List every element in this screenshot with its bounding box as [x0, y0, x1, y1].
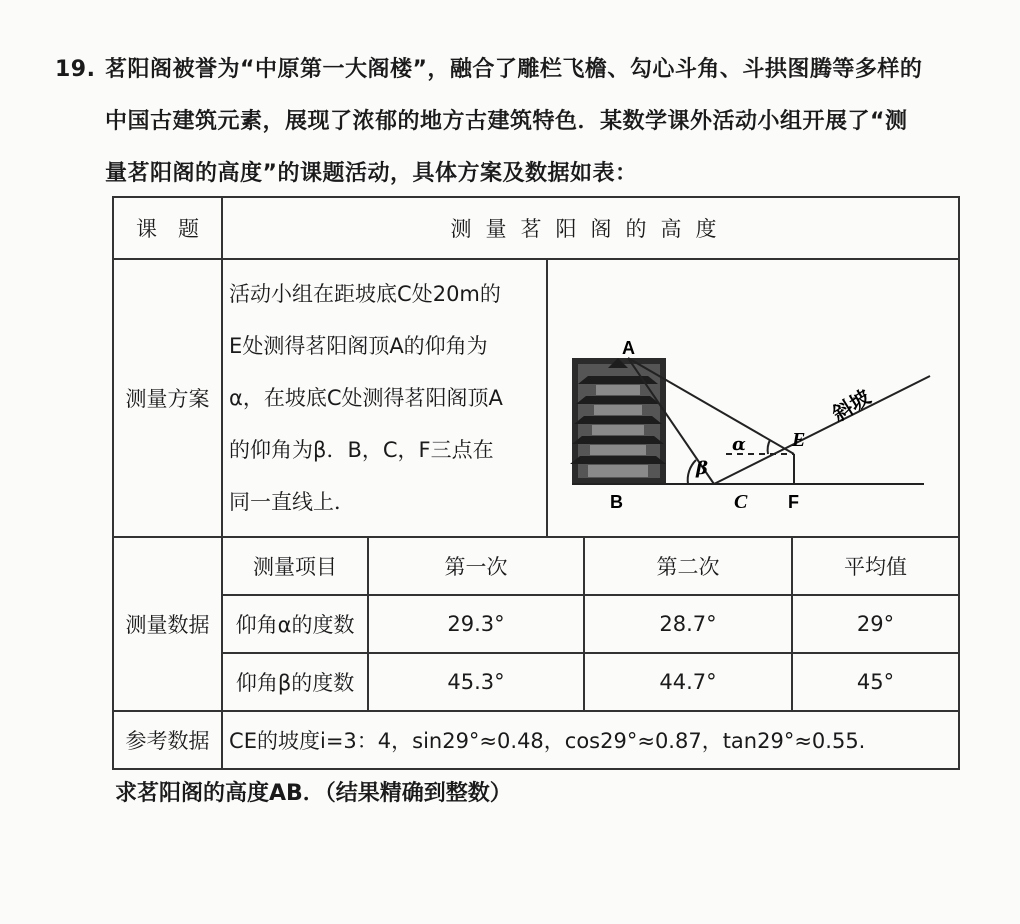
header-average: 平均值 [792, 538, 958, 595]
row-alpha-second: 28.7° [584, 595, 792, 653]
activity-table [112, 196, 960, 770]
table-row [223, 653, 958, 710]
topic-value: 测量茗阳阁的高度 [222, 197, 959, 259]
label-a: A [621, 338, 635, 358]
row-beta-average: 45° [792, 653, 958, 710]
question-number: 19. [55, 57, 96, 82]
diagram-cell [547, 259, 959, 537]
row-beta-second: 44.7° [584, 653, 792, 710]
row-beta-label: 仰角β的度数 [223, 653, 368, 710]
row-beta-first: 45.3° [368, 653, 584, 710]
alpha-arc [768, 440, 770, 454]
topic-label: 课 题 [113, 197, 222, 259]
question-line-1: 茗阳阁被誉为“中原第一大阁楼”，融合了雕栏飞檐、勾心斗角、斗拱图腾等多样的 [105, 57, 923, 82]
label-f: F [787, 492, 799, 512]
header-second: 第二次 [584, 538, 792, 595]
table-row [223, 595, 958, 653]
row-alpha-average: 29° [792, 595, 958, 653]
ref-label: 参考数据 [113, 711, 222, 769]
label-b: B [609, 492, 623, 512]
row-alpha-label: 仰角α的度数 [223, 595, 368, 653]
data-cell [222, 537, 959, 711]
plan-line-1: 活动小组在距坡底C处20m的 [229, 282, 501, 306]
geometry-diagram [548, 264, 958, 532]
label-alpha: α [731, 434, 746, 455]
label-c: C [733, 491, 748, 513]
row-alpha-first: 29.3° [368, 595, 584, 653]
plan-text [222, 259, 547, 537]
beta-arc [688, 460, 696, 484]
label-slope: 斜坡 [827, 384, 875, 427]
header-item: 测量项目 [223, 538, 368, 595]
question-text [55, 44, 975, 200]
ref-value: CE的坡度i=3：4，sin29°≈0.48，cos29°≈0.87，tan29°≈0.55. [222, 711, 959, 769]
label-e: E [791, 429, 806, 451]
pagoda-image [570, 358, 666, 484]
data-label: 测量数据 [113, 537, 222, 711]
measurement-table [223, 538, 958, 710]
plan-line-5: 同一直线上． [229, 490, 356, 514]
question-line-2: 中国古建筑元素，展现了浓郁的地方古建筑特色．某数学课外活动小组开展了“测 [105, 109, 908, 134]
plan-label: 测量方案 [113, 259, 222, 537]
slope-line [714, 376, 930, 484]
question-line-3: 量茗阳阁的高度”的课题活动，具体方案及数据如表： [105, 161, 638, 186]
plan-line-3: α，在坡底C处测得茗阳阁顶A [229, 386, 503, 410]
measurement-header-row [223, 538, 958, 595]
footer-question: 求茗阳阁的高度AB．（结果精确到整数） [115, 781, 512, 806]
header-first: 第一次 [368, 538, 584, 595]
plan-line-2: E处测得茗阳阁顶A的仰角为 [229, 334, 488, 358]
label-beta: β [695, 458, 708, 479]
plan-line-4: 的仰角为β．B，C，F三点在 [229, 438, 494, 462]
